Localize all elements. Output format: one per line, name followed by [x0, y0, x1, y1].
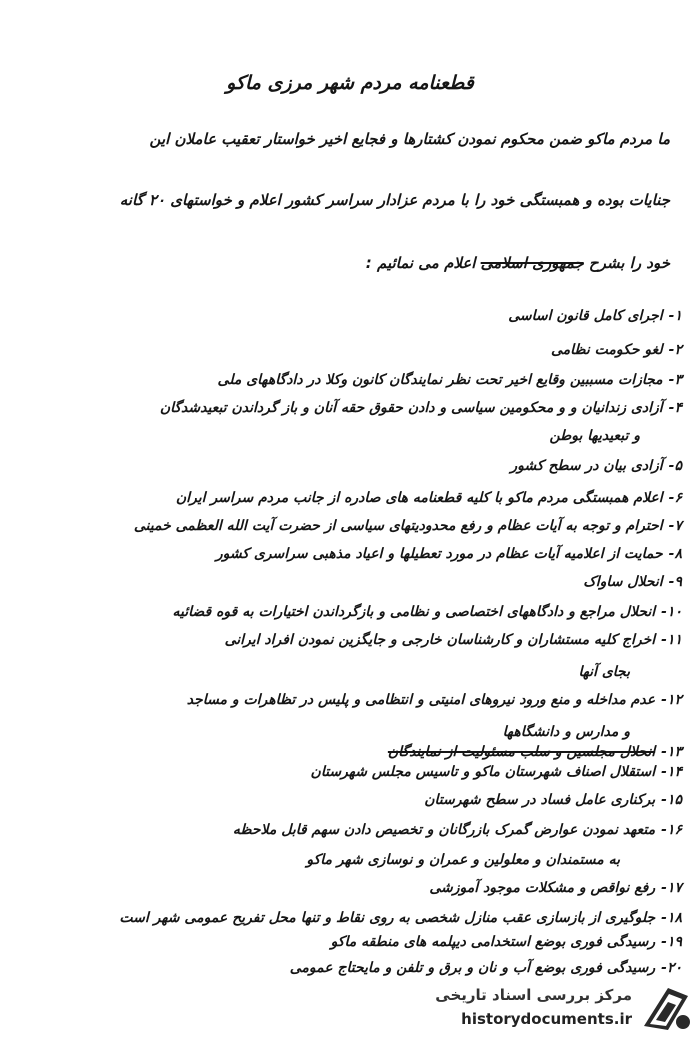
- demand-item-continuation: [306, 852, 620, 868]
- demand-number: ۳-: [668, 372, 682, 388]
- demand-number: ۱۷-: [661, 880, 682, 896]
- demand-number: ۱۳-: [661, 744, 682, 760]
- demand-number: ۴-: [668, 400, 682, 416]
- demand-text: لغو حکومت نظامی: [550, 342, 663, 358]
- demand-item-continuation: [503, 724, 630, 740]
- demand-number: ۸-: [668, 546, 682, 562]
- demand-number: ۱۱-: [661, 632, 682, 648]
- watermark-name: مرکز بررسی اسناد تاریخی: [435, 986, 632, 1004]
- demand-number: ۶-: [668, 490, 682, 506]
- demand-text: اخراج کلیه مستشاران و کارشناسان خارجی و جایگزین نمودن افراد ایرانی: [224, 632, 656, 648]
- demand-item-continuation: [578, 664, 630, 680]
- demand-number: ۱۶-: [661, 822, 682, 838]
- demand-text: رفع نواقص و مشکلات موجود آموزشی: [429, 880, 656, 896]
- demand-text: به مستمندان و معلولین و عمران و نوسازی شهر ماکو: [306, 852, 620, 868]
- demand-item: [176, 490, 682, 506]
- intro-line-3: خود را بشرح جمهوری اسلامی اعلام می نمائیم :: [365, 254, 670, 272]
- demand-text: رسیدگی فوری بوضع آب و نان و برق و تلفن و مایحتاج عمومی: [289, 960, 656, 976]
- demand-item: [134, 518, 682, 534]
- demand-text: اعلام همبستگی مردم ماکو با کلیه قطعنامه های صادره از جانب مردم سراسر ایران: [175, 490, 663, 506]
- demand-text: عدم مداخله و منع ورود نیروهای امنیتی و انتظامی و پلیس در تظاهرات و مساجد: [186, 692, 656, 708]
- intro-line-1: ما مردم ماکو ضمن محکوم نمودن کشتارها و فجایع اخیر خواستار تعقیب عاملان این: [149, 130, 670, 148]
- demand-text: استقلال اصناف شهرستان ماکو و تاسیس مجلس شهرستان: [310, 764, 656, 780]
- demand-text: رسیدگی فوری بوضع استخدامی دیپلمه های منطقه ماکو: [330, 934, 656, 950]
- demand-number: ۷-: [668, 518, 682, 534]
- demand-text: آزادی بیان در سطح کشور: [510, 458, 663, 474]
- demand-text: جلوگیری از بازسازی عقب منازل شخصی به روی نقاط و تنها محل تفریح عمومی شهر است: [119, 910, 656, 926]
- demand-item-continuation: [549, 428, 640, 444]
- demand-item: [311, 764, 682, 780]
- demand-text: آزادی زندانیان و و محکومین سیاسی و دادن حقوق حقه آنان و باز گرداندن تبعیدشدگان: [159, 400, 663, 416]
- demand-number: ۲۰-: [661, 960, 682, 976]
- demand-item: [160, 400, 682, 416]
- watermark: [426, 982, 694, 1036]
- demand-text: متعهد نمودن عوارض گمرک بازرگانان و تخصیص دادن سهم قابل ملاحظه: [232, 822, 656, 838]
- demand-item: [225, 632, 682, 648]
- demand-number: ۵-: [668, 458, 682, 474]
- demand-item: [216, 546, 682, 562]
- demand-number: ۹-: [668, 574, 682, 590]
- demand-item: [424, 792, 682, 808]
- demand-item: [331, 934, 682, 950]
- demand-text: انحلال مراجع و دادگاههای اختصاصی و نظامی و بازگرداندن اختیارات به قوه قضائیه: [172, 604, 656, 620]
- document-title: قطعنامه مردم شهر مرزی ماکو: [226, 72, 474, 94]
- demand-text: برکناری عامل فساد در سطح شهرستان: [424, 792, 656, 808]
- demand-number: ۱۰-: [661, 604, 682, 620]
- demand-item: [583, 574, 682, 590]
- demand-text: و تبعیدیها بوطن: [549, 428, 640, 444]
- demand-text: مجازات مسببین وقایع اخیر تحت نظر نمایندگان کانون وکلا در دادگاههای ملی: [217, 372, 663, 388]
- demand-number: ۱-: [668, 308, 682, 324]
- demand-number: ۱۴-: [661, 764, 682, 780]
- watermark-url: historydocuments.ir: [461, 1010, 632, 1028]
- demand-item: [510, 458, 682, 474]
- demand-text: انحلال ساواک: [583, 574, 663, 590]
- demand-text: و مدارس و دانشگاهها: [502, 724, 630, 740]
- demand-item: [172, 604, 682, 620]
- demand-item: [119, 910, 682, 926]
- demand-item: [290, 960, 682, 976]
- historydocuments-logo-icon: [638, 982, 694, 1036]
- demand-text: احترام و توجه به آیات عظام و رفع محدودیتهای سیاسی از حضرت آیت الله العظمی خمینی: [133, 518, 663, 534]
- intro-line-2: جنایات بوده و همبستگی خود را با مردم عزادار سراسر کشور اعلام و خواستهای ۲۰ گانه: [119, 191, 670, 209]
- demand-item: [187, 692, 682, 708]
- demand-item: [233, 822, 682, 838]
- demand-text: انحلال مجلسین و سلب مسئولیت از نمایندگان: [387, 744, 656, 760]
- demand-text: بجای آنها: [578, 664, 630, 680]
- demand-item: [429, 880, 682, 896]
- demand-item: [388, 744, 682, 760]
- demand-number: ۱۵-: [661, 792, 682, 808]
- demand-number: ۲-: [668, 342, 682, 358]
- demand-text: حمایت از اعلامیه آیات عظام در مورد تعطیلها و اعیاد مذهبی سراسری کشور: [215, 546, 663, 562]
- demand-number: ۱۲-: [661, 692, 682, 708]
- demand-item: [508, 308, 682, 324]
- demand-text: اجرای کامل قانون اساسی: [508, 308, 663, 324]
- demand-item: [218, 372, 682, 388]
- demand-number: ۱۸-: [661, 910, 682, 926]
- demand-item: [551, 342, 682, 358]
- demand-number: ۱۹-: [661, 934, 682, 950]
